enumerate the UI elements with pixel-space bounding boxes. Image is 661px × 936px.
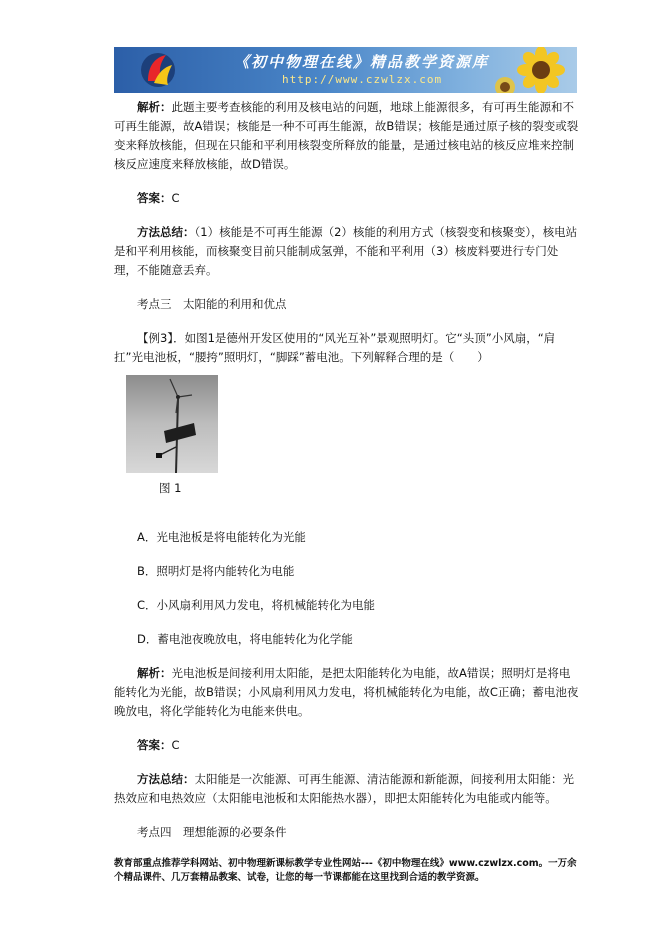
figure-caption: 图 1 (159, 481, 182, 495)
summary-paragraph-2 (114, 770, 580, 808)
example-3-question: 【例3】．如图1是德州开发区使用的“风光互补”景观照明灯。它“头顶”小风扇，“肩扛”光电池板，“腰挎”照明灯，“脚踩”蓄电池。下列解释合理的是（ ） (114, 331, 556, 364)
analysis-text: 光电池板是间接利用太阳能，是把太阳能转化为电能，故A错误；照明灯是将电能转化为光能，故B错误；小风扇利用风力发电，将机械能转化为电能，故C正确；蓄电池夜晚放电，将化学能转化为电能来供电。 (114, 666, 579, 718)
figure-1 (126, 375, 218, 498)
option-d: D．蓄电池夜晚放电，将电能转化为化学能 (137, 632, 353, 646)
analysis-paragraph-1 (114, 98, 580, 174)
summary-label: 方法总结： (137, 225, 195, 239)
summary-text: （1）核能是不可再生能源（2）核能的利用方式（核裂变和核聚变），核电站是和平利用核能，而核聚变目前只能制成氢弹，不能和平利用（3）核废料要进行专门处理，不能随意丢弃。 (114, 225, 578, 277)
summary-label: 方法总结： (137, 772, 195, 786)
banner-title: 《初中物理在线》精品教学资源库 (234, 53, 490, 71)
option-c: C．小风扇利用风力发电，将机械能转化为电能 (137, 598, 376, 612)
analysis-text: 此题主要考查核能的利用及核电站的问题，地球上能源很多，有可再生能源和不可再生能源，故A错误；核能是一种不可再生能源，故B错误；核能是通过原子核的裂变或裂变来释放核能，但现在只能和平利用核裂变所释放的能量，是通过核电站的核反应堆来控制核反应速度来释放核能，故D错误。 (114, 100, 579, 171)
answer-label: 答案： (137, 191, 172, 205)
option-b: B．照明灯是将内能转化为电能 (137, 564, 295, 578)
page-footer: 教育部重点推荐学科网站、初中物理新课标教学专业性网站---《初中物理在线》www.czwlzx.com。一万余个精品课件、几万套精品教案、试卷，让您的每一节课都能在这里找到合适的教学资源。 (114, 858, 577, 883)
answer-value: C (171, 738, 180, 752)
sunflower-icon (491, 47, 571, 93)
analysis-paragraph-2 (114, 664, 580, 721)
topic-4-heading: 考点四 理想能源的必要条件 (137, 825, 287, 839)
site-logo-icon (140, 51, 176, 89)
banner-url: http://www.czwlzx.com (282, 73, 443, 86)
answer-paragraph-2 (114, 736, 580, 755)
analysis-label: 解析： (137, 666, 172, 680)
wind-solar-lamp-image (126, 375, 218, 473)
answer-label: 答案： (137, 738, 172, 752)
answer-paragraph-1 (114, 189, 580, 208)
answer-value: C (171, 191, 180, 205)
summary-text: 太阳能是一次能源、可再生能源、清洁能源和新能源，间接利用太阳能：光热效应和电热效应（太阳能电池板和太阳能热水器），即把太阳能转化为电能或内能等。 (114, 772, 574, 805)
document-body (114, 98, 580, 842)
summary-paragraph-1 (114, 223, 580, 280)
header-banner (114, 47, 577, 93)
analysis-label: 解析： (137, 100, 172, 114)
option-a: A．光电池板是将电能转化为光能 (137, 530, 306, 544)
topic-3-heading: 考点三 太阳能的利用和优点 (137, 297, 287, 311)
